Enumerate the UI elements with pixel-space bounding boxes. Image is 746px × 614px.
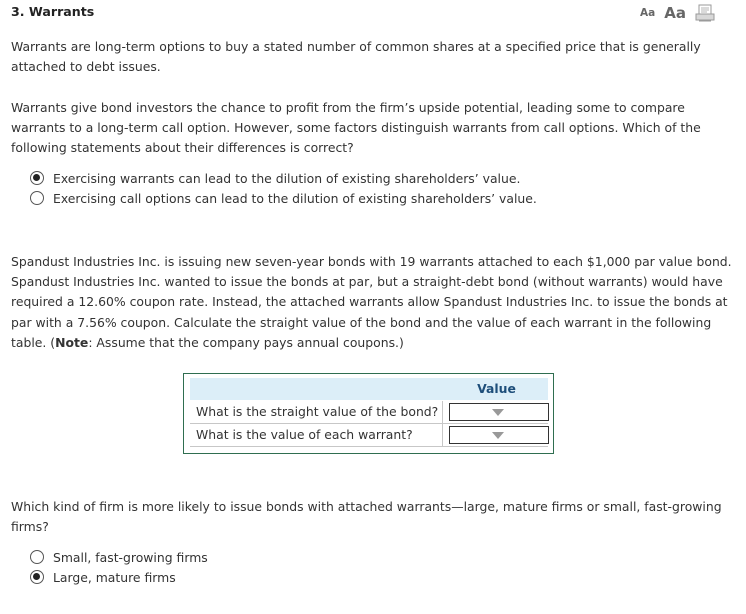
q1-option-label: Exercising call options can lead to the dilution of existing shareholders’ value. bbox=[53, 190, 537, 206]
font-size-small-button[interactable]: Aa bbox=[640, 7, 656, 19]
print-icon[interactable] bbox=[695, 4, 715, 22]
value-column-header: Value bbox=[477, 381, 516, 396]
radio-unselected-icon[interactable] bbox=[30, 191, 44, 205]
table-row-warrant-value bbox=[190, 424, 548, 447]
q2-option-label: Small, fast-growing firms bbox=[53, 549, 208, 565]
row-question: What is the value of each warrant? bbox=[196, 427, 413, 442]
warrant-value-dropdown[interactable] bbox=[449, 426, 549, 444]
note-text: : Assume that the company pays annual coupons.) bbox=[88, 334, 404, 350]
note-label: Note bbox=[55, 334, 89, 350]
answer-table bbox=[183, 373, 554, 454]
intro-paragraph-2: Warrants give bond investors the chance to profit from the firm’s upside potential, leading some to compare warrants to a long-term call option. However, some factors distinguish warrants from call options. Which of the following statements about their differences is correct? bbox=[11, 100, 701, 156]
problem-paragraph bbox=[11, 252, 733, 353]
column-divider bbox=[442, 401, 443, 423]
chevron-down-icon bbox=[492, 409, 504, 416]
q2-option-small-firms[interactable] bbox=[30, 547, 208, 567]
row-question: What is the straight value of the bond? bbox=[196, 404, 439, 419]
intro-paragraph-1: Warrants are long-term options to buy a stated number of common shares at a specified price that is generally attached to debt issues. bbox=[11, 39, 701, 75]
radio-unselected-icon[interactable] bbox=[30, 550, 44, 564]
table-row-straight-value bbox=[190, 401, 548, 424]
font-size-large-button[interactable]: Aa bbox=[664, 4, 686, 22]
q2-option-label: Large, mature firms bbox=[53, 569, 176, 585]
font-size-toolbar bbox=[640, 3, 715, 23]
radio-selected-icon[interactable] bbox=[30, 570, 44, 584]
column-divider bbox=[442, 424, 443, 446]
q1-option-warrants-dilution[interactable] bbox=[30, 168, 520, 188]
q2-option-large-firms[interactable] bbox=[30, 567, 176, 587]
q2-prompt: Which kind of firm is more likely to issue bonds with attached warrants—large, mature firms or small, fast-growing firms? bbox=[11, 499, 722, 535]
problem-text: Spandust Industries Inc. is issuing new seven-year bonds with 19 warrants attached to each $1,000 par value bond. Spandust Industries Inc. wanted to issue the bonds at par, but a straight-debt bond (without warrants) would have required a 12.60% coupon rate. Instead, the attached warrants allow Spandust Industries Inc. to issue the bonds at par with a 7.56% coupon. Calculate the straight value of the bond and the value of each warrant in the following table. ( bbox=[11, 254, 732, 350]
chevron-down-icon bbox=[492, 432, 504, 439]
straight-value-dropdown[interactable] bbox=[449, 403, 549, 421]
q1-option-label: Exercising warrants can lead to the dilution of existing shareholders’ value. bbox=[53, 170, 521, 186]
question-title: 3. Warrants bbox=[11, 4, 95, 19]
radio-selected-icon[interactable] bbox=[30, 171, 44, 185]
q1-option-call-options-dilution[interactable] bbox=[30, 188, 537, 208]
table-header bbox=[190, 378, 548, 400]
